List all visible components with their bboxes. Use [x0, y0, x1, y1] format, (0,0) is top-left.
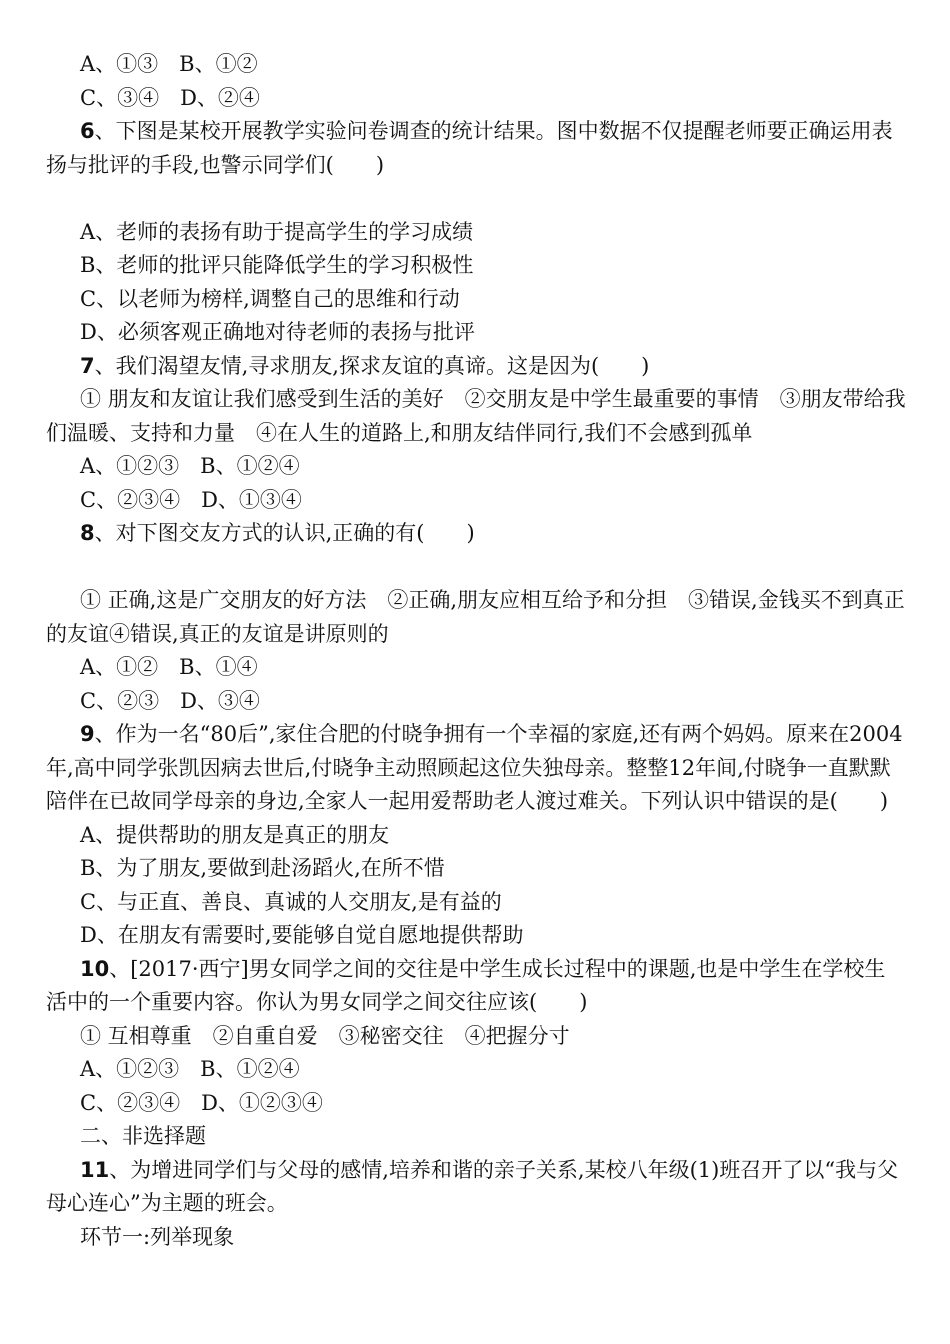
q8-options-ab: A、①② B、①④ — [80, 655, 258, 679]
q11-stem — [46, 1154, 906, 1221]
q8-statements: ① 正确,这是广交朋友的好方法 ②正确,朋友应相互给予和分担 ③错误,金钱买不到真正的友谊④错误,真正的友谊是讲原则的 — [46, 588, 905, 646]
q6-stem — [46, 115, 906, 182]
q6-option-b: B、老师的批评只能降低学生的学习积极性 — [80, 253, 474, 277]
section-heading-non-choice: 二、非选择题 — [80, 1124, 206, 1148]
q8-number: 8 — [80, 521, 95, 545]
q6-option-a: A、老师的表扬有助于提高学生的学习成绩 — [80, 219, 474, 244]
q9-stem — [46, 718, 906, 819]
q9-stem-text: 、作为一名“80后”,家住合肥的付晓争拥有一个幸福的家庭,还有两个妈妈。原来在2004年,高中同学张凯因病去世后,付晓争主动照顾起这位失独母亲。整整12年间,付晓争一直默默陪伴在已故同学母亲的身边,全家人一起用爱帮助老人渡过难关。下列认识中错误的是( ) — [46, 722, 903, 813]
q5-options-ab: A、①③ B、①② — [80, 52, 258, 76]
q7-options-ab: A、①②③ B、①②④ — [80, 454, 300, 478]
q10-options-cd: C、②③④ D、①②③④ — [80, 1090, 323, 1115]
q8-stem — [46, 517, 906, 551]
q6-option-d: D、必须客观正确地对待老师的表扬与批评 — [80, 320, 475, 344]
q7-statements: ① 朋友和友谊让我们感受到生活的美好 ②交朋友是中学生最重要的事情 ③朋友带给我们温暖、支持和力量 ④在人生的道路上,和朋友结伴同行,我们不会感到孤单 — [46, 387, 906, 445]
q9-option-a: A、提供帮助的朋友是真正的朋友 — [80, 822, 390, 847]
q11-part-one: 环节一:列举现象 — [80, 1224, 235, 1249]
q10-number: 10 — [80, 956, 110, 981]
q10-stem — [46, 953, 906, 1020]
q11-number: 11 — [80, 1157, 110, 1182]
q6-figure-gap — [46, 182, 906, 216]
q9-option-c: C、与正直、善良、真诚的人交朋友,是有益的 — [80, 889, 502, 914]
q6-number: 6 — [80, 119, 95, 143]
q5-options-cd: C、③④ D、②④ — [80, 85, 260, 110]
q8-figure-gap — [46, 551, 906, 585]
q7-stem-text: 、我们渴望友情,寻求朋友,探求友谊的真谛。这是因为( ) — [94, 353, 650, 378]
q9-option-b: B、为了朋友,要做到赴汤蹈火,在所不惜 — [80, 856, 445, 880]
q7-number: 7 — [80, 353, 95, 378]
q10-options-ab: A、①②③ B、①②④ — [80, 1057, 300, 1081]
q10-statements: ① 互相尊重 ②自重自爱 ③秘密交往 ④把握分寸 — [80, 1023, 570, 1048]
q8-options-cd: C、②③ D、③④ — [80, 688, 260, 713]
q6-option-c: C、以老师为榜样,调整自己的思维和行动 — [80, 286, 460, 311]
q10-stem-text: 、[2017·西宁]男女同学之间的交往是中学生成长过程中的课题,也是中学生在学校生活中的一个重要内容。你认为男女同学之间交往应该( ) — [46, 956, 886, 1014]
q9-option-d: D、在朋友有需要时,要能够自觉自愿地提供帮助 — [80, 923, 524, 947]
q8-stem-text: 、对下图交友方式的认识,正确的有( ) — [94, 521, 475, 545]
q11-stem-text: 、为增进同学们与父母的感情,培养和谐的亲子关系,某校八年级(1)班召开了以“我与父母心连心”为主题的班会。 — [46, 1157, 899, 1215]
q7-stem — [46, 350, 906, 384]
q6-stem-text: 、下图是某校开展教学实验问卷调查的统计结果。图中数据不仅提醒老师要正确运用表扬与批评的手段,也警示同学们( ) — [46, 119, 893, 177]
q9-number: 9 — [80, 722, 95, 746]
q7-options-cd: C、②③④ D、①③④ — [80, 487, 302, 512]
